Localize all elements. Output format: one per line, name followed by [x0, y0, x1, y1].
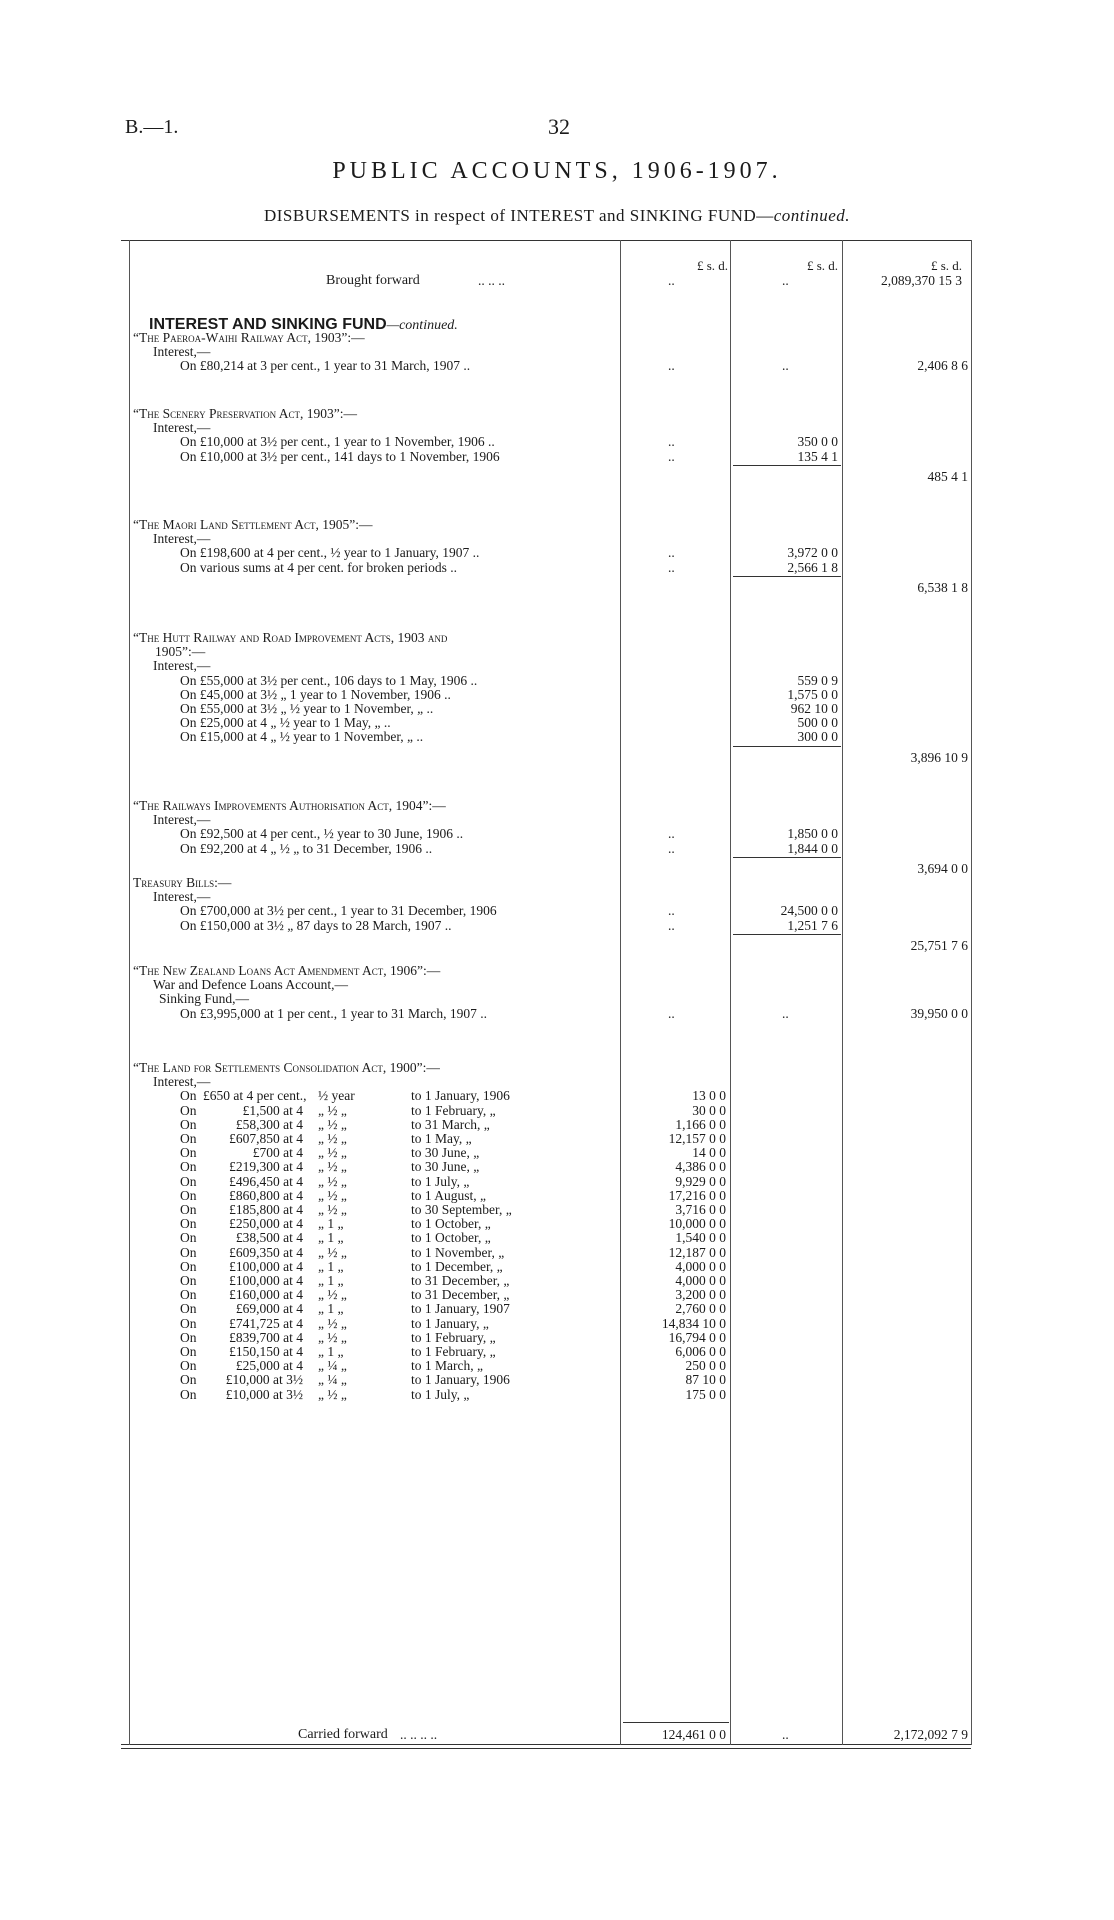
land-row-to: to 1 February, „ [411, 1329, 496, 1345]
land-row-c1: 1,540 0 0 [675, 1230, 726, 1246]
land-row-period: „ ½ „ [318, 1159, 347, 1175]
land-row-c1: 12,187 0 0 [668, 1244, 726, 1260]
land-row-to: to 31 December, „ [411, 1273, 510, 1288]
land-row-c1: 13 0 0 [692, 1088, 726, 1104]
land-row-to: to 1 July, „ [411, 1173, 470, 1189]
land-row-to: to 30 September, „ [411, 1202, 512, 1217]
sinking-fund-label: Sinking Fund,— [159, 991, 250, 1007]
land-row-on: On [180, 1329, 197, 1345]
land-row-sum: £160,000 at 4 [229, 1287, 303, 1303]
interest-label: War and Defence Loans Account,— [153, 977, 348, 993]
interest-label: Interest,— [153, 344, 211, 360]
brought-forward-c2: .. [782, 273, 789, 288]
row-text: On £10,000 at 3½ per cent., 141 days to 1 November, 1906 [180, 448, 500, 464]
land-row-c1: 14,834 10 0 [661, 1315, 726, 1331]
land-row-on: On [180, 1216, 197, 1232]
row-c2: 300 0 0 [797, 729, 838, 745]
land-row-c1: 1,166 0 0 [675, 1116, 726, 1132]
row-c1: .. [668, 1005, 675, 1021]
land-row-period: „ 1 „ [318, 1273, 344, 1288]
land-row-on: On [180, 1244, 197, 1260]
row-c1: .. [668, 559, 675, 575]
land-row-sum: £100,000 at 4 [229, 1258, 303, 1274]
land-row-c1: 250 0 0 [685, 1358, 726, 1374]
land-row-c1: 17,216 0 0 [668, 1187, 726, 1203]
land-row-sum: £650 at 4 per cent., [203, 1088, 307, 1104]
land-row-sum: £58,300 at 4 [235, 1116, 303, 1132]
row-text: On £25,000 at 4 „ ½ year to 1 May, „ .. [180, 715, 391, 731]
col1-header: £ s. d. [696, 258, 728, 273]
carried-forward-label: Carried forward [298, 1727, 388, 1742]
land-row-period: „ ½ „ [318, 1329, 347, 1345]
land-row-sum: £150,150 at 4 [229, 1344, 303, 1359]
block-total: 3,694 0 0 [917, 860, 968, 876]
land-row-period: „ ½ „ [318, 1244, 347, 1260]
interest-label: Interest,— [153, 812, 211, 828]
land-row-c1: 10,000 0 0 [668, 1216, 726, 1232]
land-row-on: On [180, 1145, 197, 1161]
page-title: PUBLIC ACCOUNTS, 1906-1907. [332, 158, 782, 184]
land-row-c1: 9,929 0 0 [675, 1173, 726, 1189]
land-row-on: On [180, 1131, 197, 1146]
act-heading: “The Paeroa-Waihi Railway Act, 1903”:— [133, 330, 365, 345]
land-row-sum: £860,800 at 4 [229, 1187, 303, 1203]
brought-forward-c3: 2,089,370 15 3 [881, 273, 962, 288]
act-heading: “The Scenery Preservation Act, 1903”:— [133, 406, 357, 421]
land-row-sum: £839,700 at 4 [229, 1329, 303, 1345]
col2-left-rule [730, 240, 731, 1745]
row-c2: 1,575 0 0 [787, 686, 838, 702]
land-row-period: „ ½ „ [318, 1131, 347, 1146]
row-c2: .. [782, 1005, 789, 1021]
subtotal-rule [733, 576, 841, 577]
document-reference: B.—1. [125, 116, 179, 138]
land-row-to: to 1 December, „ [411, 1258, 503, 1274]
interest-label: Interest,— [153, 531, 211, 547]
land-row-to: to 31 March, „ [411, 1116, 490, 1132]
row-text: On £55,000 at 3½ „ ½ year to 1 November, „ .. [180, 701, 434, 716]
land-row-sum: £700 at 4 [252, 1145, 303, 1161]
land-row-c1: 2,760 0 0 [675, 1301, 726, 1317]
land-row-c1: 14 0 0 [692, 1145, 726, 1161]
row-c2: 2,566 1 8 [787, 559, 838, 575]
subtotal-rule [733, 746, 841, 747]
land-row-on: On [180, 1202, 197, 1217]
row-text: On £92,200 at 4 „ ½ „ to 31 December, 1906 .. [180, 840, 433, 856]
land-row-on: On [180, 1159, 197, 1175]
row-c1: .. [668, 917, 675, 933]
land-row-period: „ ¼ „ [318, 1372, 347, 1388]
land-row-c1: 4,000 0 0 [675, 1258, 726, 1274]
block-total: 485 4 1 [927, 468, 968, 484]
brought-forward-label: Brought forward [326, 273, 420, 288]
row-text: On £55,000 at 3½ per cent., 106 days to 1 May, 1906 .. [180, 672, 478, 688]
row-c1: .. [668, 826, 675, 842]
land-row-to: to 30 June, „ [411, 1159, 480, 1175]
interest-label: Interest,— [153, 420, 211, 436]
land-row-to: to 1 January, 1906 [411, 1088, 510, 1104]
land-row-to: to 1 October, „ [411, 1230, 491, 1246]
land-row-to: to 1 May, „ [411, 1131, 472, 1146]
row-c1: .. [668, 840, 675, 856]
page-number: 32 [548, 114, 570, 139]
land-row-period: „ ½ „ [318, 1287, 347, 1303]
subtotal-rule [733, 934, 841, 935]
act-heading: “The Land for Settlements Consolidation Act, 1900”:— [133, 1060, 440, 1075]
land-row-c1: 12,157 0 0 [668, 1131, 726, 1146]
land-row-sum: £1,500 at 4 [242, 1102, 303, 1118]
land-row-on: On [180, 1315, 197, 1331]
land-row-on: On [180, 1230, 197, 1246]
table-left-rule [129, 240, 130, 1745]
land-row-c1: 6,006 0 0 [675, 1344, 726, 1359]
row-text: On £700,000 at 3½ per cent., 1 year to 31 December, 1906 [180, 903, 497, 919]
land-row-period: „ ½ „ [318, 1173, 347, 1189]
land-row-c1: 30 0 0 [692, 1102, 726, 1118]
row-c1: .. [668, 903, 675, 919]
row-c2: .. [782, 358, 789, 374]
act-heading: “The Hutt Railway and Road Improvement Acts, 1903 and [133, 630, 448, 645]
act-heading: “The Maori Land Settlement Act, 1905”:— [133, 517, 373, 532]
carried-forward-c2: .. [782, 1727, 789, 1742]
interest-label: Interest,— [153, 889, 211, 905]
brought-forward-dots: .. .. .. [478, 273, 505, 288]
land-row-sum: £25,000 at 4 [235, 1358, 303, 1374]
table-bottom-rule-2 [121, 1748, 971, 1749]
land-row-c1: 3,200 0 0 [675, 1287, 726, 1303]
land-row-on: On [180, 1102, 197, 1118]
land-row-on: On [180, 1273, 197, 1288]
row-c2: 350 0 0 [797, 434, 838, 450]
land-row-period: „ 1 „ [318, 1301, 344, 1317]
land-row-to: to 1 January, 1906 [411, 1372, 510, 1388]
land-row-on: On [180, 1116, 197, 1132]
land-row-to: to 1 January, 1907 [411, 1301, 510, 1317]
land-row-sum: £38,500 at 4 [235, 1230, 303, 1246]
land-row-on: On [180, 1088, 197, 1104]
row-c1: .. [668, 358, 675, 374]
act-heading: “The Railways Improvements Authorisation Act, 1904”:— [133, 798, 446, 813]
row-text: On £198,600 at 4 per cent., ½ year to 1 January, 1907 .. [180, 545, 480, 561]
land-row-sum: £609,350 at 4 [229, 1244, 303, 1260]
row-text: On £80,214 at 3 per cent., 1 year to 31 March, 1907 .. [180, 358, 471, 374]
land-row-period: „ ¼ „ [318, 1358, 347, 1374]
col3-header: £ s. d. [930, 258, 962, 273]
row-c2: 500 0 0 [797, 715, 838, 731]
interest-label: Interest,— [153, 658, 211, 674]
land-row-on: On [180, 1258, 197, 1274]
land-row-to: to 1 July, „ [411, 1386, 470, 1402]
row-c1: .. [668, 434, 675, 450]
land-row-period: „ ½ „ [318, 1116, 347, 1132]
land-row-period: „ ½ „ [318, 1315, 347, 1331]
land-row-to: to 1 January, „ [411, 1315, 489, 1331]
land-row-c1: 4,000 0 0 [675, 1273, 726, 1288]
land-row-period: ½ year [318, 1088, 355, 1104]
land-row-on: On [180, 1287, 197, 1303]
row-text: On £45,000 at 3½ „ 1 year to 1 November, 1906 .. [180, 686, 451, 702]
row-c2: 1,844 0 0 [787, 840, 838, 856]
act-heading: “The New Zealand Loans Act Amendment Act, 1906”:— [133, 963, 441, 978]
subtotal-rule [733, 857, 841, 858]
land-row-period: „ 1 „ [318, 1230, 344, 1246]
row-c2: 3,972 0 0 [787, 545, 838, 561]
land-row-sum: £10,000 at 3½ [225, 1372, 303, 1388]
land-row-sum: £741,725 at 4 [229, 1315, 303, 1331]
land-row-period: „ ½ „ [318, 1202, 347, 1217]
row-text: On £10,000 at 3½ per cent., 1 year to 1 November, 1906 .. [180, 434, 495, 450]
page-subtitle: DISBURSEMENTS in respect of INTEREST and SINKING FUND—continued. [263, 206, 851, 225]
land-row-to: to 1 October, „ [411, 1216, 491, 1232]
block-total: 2,406 8 6 [917, 358, 968, 374]
land-row-period: „ ½ „ [318, 1187, 347, 1203]
land-row-period: „ 1 „ [318, 1258, 344, 1274]
row-c2: 1,251 7 6 [787, 917, 838, 933]
disbursement-table [133, 240, 971, 1920]
row-text: On £15,000 at 4 „ ½ year to 1 November, „ .. [180, 729, 424, 745]
subtotal-rule [733, 465, 841, 466]
land-row-period: „ ½ „ [318, 1145, 347, 1161]
col2-header: £ s. d. [806, 258, 838, 273]
land-row-c1: 175 0 0 [685, 1386, 726, 1402]
row-c1: .. [668, 545, 675, 561]
col1-left-rule [620, 240, 621, 1745]
land-row-on: On [180, 1372, 197, 1388]
land-row-c1: 87 10 0 [685, 1372, 726, 1388]
section-heading: INTEREST AND SINKING FUND—continued. [149, 316, 458, 333]
land-row-period: „ 1 „ [318, 1344, 344, 1359]
row-c2: 962 10 0 [790, 701, 838, 716]
row-text: On £150,000 at 3½ „ 87 days to 28 March, 1907 .. [180, 917, 452, 933]
land-row-period: „ ½ „ [318, 1102, 347, 1118]
land-row-c1: 16,794 0 0 [668, 1329, 726, 1345]
land-row-to: to 1 August, „ [411, 1187, 487, 1203]
land-row-sum: £100,000 at 4 [229, 1273, 303, 1288]
row-text: On various sums at 4 per cent. for broken periods .. [180, 559, 458, 575]
land-row-to: to 30 June, „ [411, 1145, 480, 1161]
block-total: 6,538 1 8 [917, 579, 968, 595]
col3-left-rule [842, 240, 843, 1745]
land-row-on: On [180, 1301, 197, 1317]
table-top-rule [121, 240, 971, 241]
land-row-sum: £496,450 at 4 [229, 1173, 303, 1189]
row-c1: .. [668, 448, 675, 464]
row-text: On £3,995,000 at 1 per cent., 1 year to 31 March, 1907 .. [180, 1005, 488, 1021]
block-total: 3,896 10 9 [910, 749, 968, 765]
carried-forward-c3: 2,172,092 7 9 [893, 1727, 968, 1742]
land-row-to: to 1 November, „ [411, 1244, 505, 1260]
row-c2: 135 4 1 [797, 448, 838, 464]
land-row-to: to 31 December, „ [411, 1287, 510, 1303]
land-row-period: „ ½ „ [318, 1386, 347, 1402]
row-c2: 24,500 0 0 [780, 903, 838, 919]
land-row-sum: £185,800 at 4 [229, 1202, 303, 1217]
land-row-sum: £69,000 at 4 [235, 1301, 303, 1317]
interest-label: Interest,— [153, 1074, 211, 1090]
land-row-on: On [180, 1358, 197, 1374]
carried-forward-dots: .. .. .. .. [400, 1727, 438, 1742]
land-row-to: to 1 February, „ [411, 1102, 496, 1118]
land-subtotal-rule [623, 1722, 729, 1723]
land-row-c1: 4,386 0 0 [675, 1159, 726, 1175]
row-c2: 1,850 0 0 [787, 826, 838, 842]
land-row-sum: £10,000 at 3½ [225, 1386, 303, 1402]
land-row-to: to 1 March, „ [411, 1358, 483, 1374]
land-row-period: „ 1 „ [318, 1216, 344, 1232]
land-row-on: On [180, 1173, 197, 1189]
block-total: 39,950 0 0 [910, 1005, 968, 1021]
land-row-to: to 1 February, „ [411, 1344, 496, 1359]
table-right-rule [971, 240, 972, 1745]
row-c2: 559 0 9 [797, 672, 838, 688]
land-row-on: On [180, 1344, 197, 1359]
brought-forward-c1: .. [668, 273, 675, 288]
land-row-sum: £250,000 at 4 [229, 1216, 303, 1232]
land-row-on: On [180, 1187, 197, 1203]
land-row-c1: 3,716 0 0 [675, 1202, 726, 1217]
table-bottom-rule [121, 1744, 971, 1745]
block-total: 25,751 7 6 [910, 937, 968, 953]
act-heading-cont: 1905”:— [155, 644, 206, 660]
land-row-sum: £607,850 at 4 [229, 1131, 303, 1146]
land-row-sum: £219,300 at 4 [229, 1159, 303, 1175]
row-text: On £92,500 at 4 per cent., ½ year to 30 June, 1906 .. [180, 826, 464, 842]
act-heading: Treasury Bills:— [133, 875, 232, 890]
land-row-on: On [180, 1386, 197, 1402]
carried-forward-c1: 124,461 0 0 [661, 1727, 726, 1742]
